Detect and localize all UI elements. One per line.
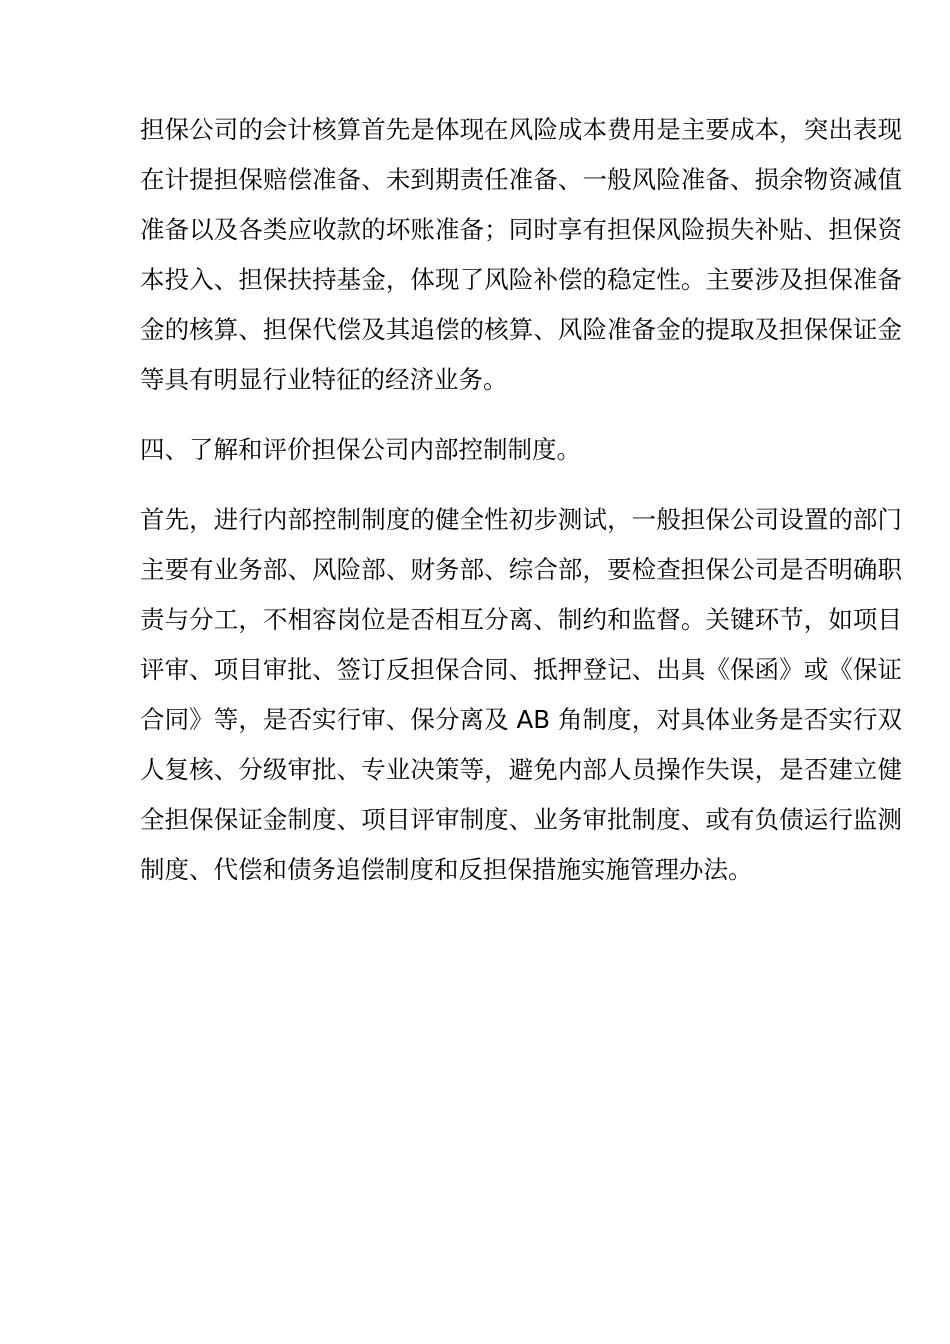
text-line: 人复核、分级审批、专业决策等，避免内部人员操作失误，是否建立健: [140, 755, 902, 784]
paragraph-gap: [140, 405, 902, 425]
paragraph-gap: [140, 475, 902, 495]
text-line: 本投入、担保扶持基金，体现了风险补偿的稳定性。主要涉及担保准备: [140, 265, 902, 294]
text-line: 责与分工，不相容岗位是否相互分离、制约和监督。关键环节，如项目: [140, 605, 902, 634]
text-line: 首先，进行内部控制制度的健全性初步测试，一般担保公司设置的部门: [140, 505, 902, 534]
heading-text: 四、了解和评价担保公司内部控制制度。: [140, 435, 581, 464]
document-body: [140, 105, 902, 895]
paragraph-risk-accounting: [140, 105, 902, 405]
text-line: 主要有业务部、风险部、财务部、综合部，要检查担保公司是否明确职: [140, 555, 902, 584]
text-line: 担保公司的会计核算首先是体现在风险成本费用是主要成本，突出表现: [140, 115, 902, 144]
text-line: 等具有明显行业特征的经济业务。: [140, 365, 508, 394]
text-line: 准备以及各类应收款的坏账准备；同时享有担保风险损失补贴、担保资: [140, 215, 902, 244]
text-line: 金的核算、担保代偿及其追偿的核算、风险准备金的提取及担保保证金: [140, 315, 902, 344]
text-line: 评审、项目审批、签订反担保合同、抵押登记、出具《保函》或《保证: [140, 655, 902, 684]
text-line: 合同》等，是否实行审、保分离及 AB 角制度，对具体业务是否实行双: [140, 705, 902, 734]
section-heading: [140, 425, 902, 475]
text-line: 在计提担保赔偿准备、未到期责任准备、一般风险准备、损余物资减值: [140, 165, 902, 194]
paragraph-internal-control: [140, 495, 902, 895]
text-line: 全担保保证金制度、项目评审制度、业务审批制度、或有负债运行监测: [140, 805, 902, 834]
text-line: 制度、代偿和债务追偿制度和反担保措施实施管理办法。: [140, 855, 753, 884]
